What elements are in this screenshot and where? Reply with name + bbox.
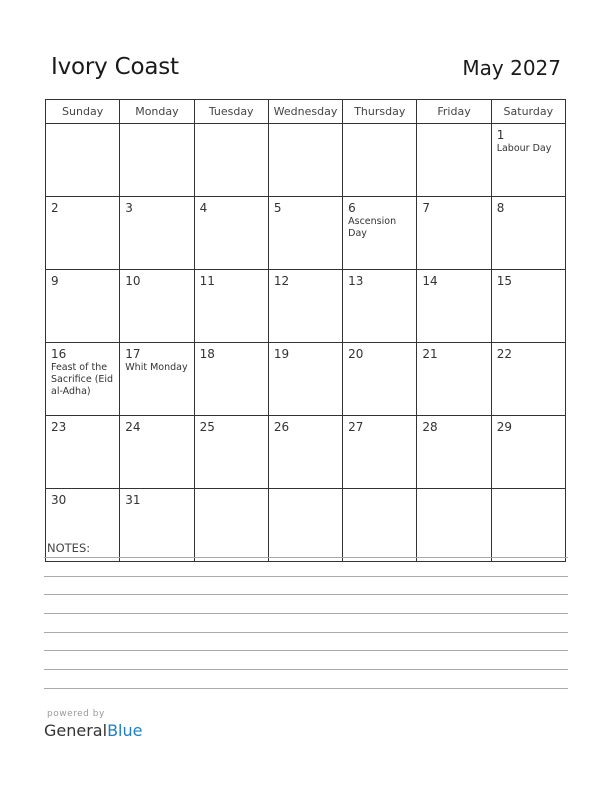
day-cell — [194, 343, 268, 416]
note-line — [44, 557, 568, 558]
day-cell — [46, 197, 120, 270]
day-number: 20 — [348, 347, 364, 361]
note-line — [44, 576, 568, 577]
week-row — [46, 197, 566, 270]
day-cell — [268, 197, 342, 270]
day-cell — [194, 270, 268, 343]
weekday-friday: Friday — [417, 100, 491, 124]
weekday-monday: Monday — [120, 100, 194, 124]
day-number: 31 — [125, 493, 141, 507]
week-row — [46, 124, 566, 197]
month-year-title: May 2027 — [462, 56, 561, 80]
brand-general: General — [44, 721, 108, 740]
day-cell — [491, 343, 565, 416]
day-cell — [491, 124, 565, 197]
weekday-tuesday: Tuesday — [194, 100, 268, 124]
day-cell — [268, 270, 342, 343]
day-cell — [120, 270, 194, 343]
notes-label: NOTES: — [47, 541, 91, 555]
day-cell — [120, 416, 194, 489]
day-cell — [120, 489, 194, 562]
day-cell — [343, 197, 417, 270]
day-cell — [343, 343, 417, 416]
day-number: 17 — [125, 347, 141, 361]
note-line — [44, 669, 568, 670]
day-cell — [120, 343, 194, 416]
day-cell — [268, 416, 342, 489]
day-cell — [194, 124, 268, 197]
holiday-label: Labour Day — [496, 143, 552, 154]
day-cell — [343, 489, 417, 562]
day-cell — [491, 270, 565, 343]
day-cell — [194, 197, 268, 270]
day-cell — [417, 270, 491, 343]
day-cell — [268, 124, 342, 197]
holiday-label: Ascension Day — [348, 216, 397, 239]
day-cell — [268, 489, 342, 562]
day-cell — [343, 416, 417, 489]
day-number: 7 — [422, 201, 431, 215]
country-title: Ivory Coast — [51, 54, 179, 80]
day-number: 3 — [125, 201, 133, 215]
note-line — [44, 613, 568, 614]
holiday-label: Feast of the Sacrifice (Eid al-Adha) — [51, 362, 114, 397]
week-row — [46, 489, 566, 562]
day-number: 10 — [125, 274, 141, 288]
generalblue-logo[interactable] — [44, 721, 142, 740]
day-cell — [417, 489, 491, 562]
day-number: 29 — [496, 420, 512, 434]
day-number: 2 — [51, 201, 59, 215]
day-number: 4 — [199, 201, 208, 215]
day-number: 26 — [273, 420, 290, 434]
day-number: 27 — [348, 420, 364, 434]
note-line — [44, 650, 568, 651]
brand-blue: Blue — [107, 721, 143, 740]
weekday-header-row — [46, 100, 566, 124]
week-row — [46, 343, 566, 416]
note-line — [44, 688, 568, 689]
weekday-thursday: Thursday — [343, 100, 417, 124]
day-cell — [343, 270, 417, 343]
day-number: 24 — [125, 420, 141, 434]
day-number: 14 — [422, 274, 438, 288]
weekday-sunday: Sunday — [46, 100, 120, 124]
weekday-wednesday: Wednesday — [268, 100, 342, 124]
day-cell — [194, 416, 268, 489]
day-cell — [194, 489, 268, 562]
powered-by-text: powered by — [47, 709, 105, 719]
day-cell — [46, 343, 120, 416]
day-cell — [491, 416, 565, 489]
day-cell — [120, 124, 194, 197]
day-number: 30 — [51, 493, 67, 507]
day-cell — [46, 124, 120, 197]
week-row — [46, 270, 566, 343]
day-cell — [491, 489, 565, 562]
day-cell — [343, 124, 417, 197]
day-cell — [46, 416, 120, 489]
note-line — [44, 632, 568, 633]
day-cell — [120, 197, 194, 270]
weekday-saturday: Saturday — [491, 100, 565, 124]
day-cell — [268, 343, 342, 416]
day-number: 23 — [51, 420, 67, 434]
day-number: 12 — [273, 274, 290, 288]
day-number: 16 — [51, 347, 67, 361]
day-cell — [417, 343, 491, 416]
day-number: 18 — [199, 347, 215, 361]
day-cell — [417, 124, 491, 197]
day-number: 19 — [273, 347, 290, 361]
day-number: 15 — [496, 274, 512, 288]
day-number: 1 — [496, 128, 505, 142]
day-number: 6 — [348, 201, 356, 215]
note-line — [44, 594, 568, 595]
day-number: 5 — [273, 201, 282, 215]
day-cell — [417, 416, 491, 489]
day-number: 9 — [51, 274, 59, 288]
calendar-grid — [45, 99, 566, 562]
day-number: 13 — [348, 274, 364, 288]
day-number: 28 — [422, 420, 438, 434]
day-number: 8 — [496, 201, 505, 215]
week-row — [46, 416, 566, 489]
day-number: 11 — [199, 274, 215, 288]
day-number: 25 — [199, 420, 215, 434]
day-number: 21 — [422, 347, 438, 361]
day-cell — [46, 270, 120, 343]
day-number: 22 — [496, 347, 512, 361]
day-cell — [417, 197, 491, 270]
holiday-label: Whit Monday — [125, 362, 188, 373]
day-cell — [491, 197, 565, 270]
